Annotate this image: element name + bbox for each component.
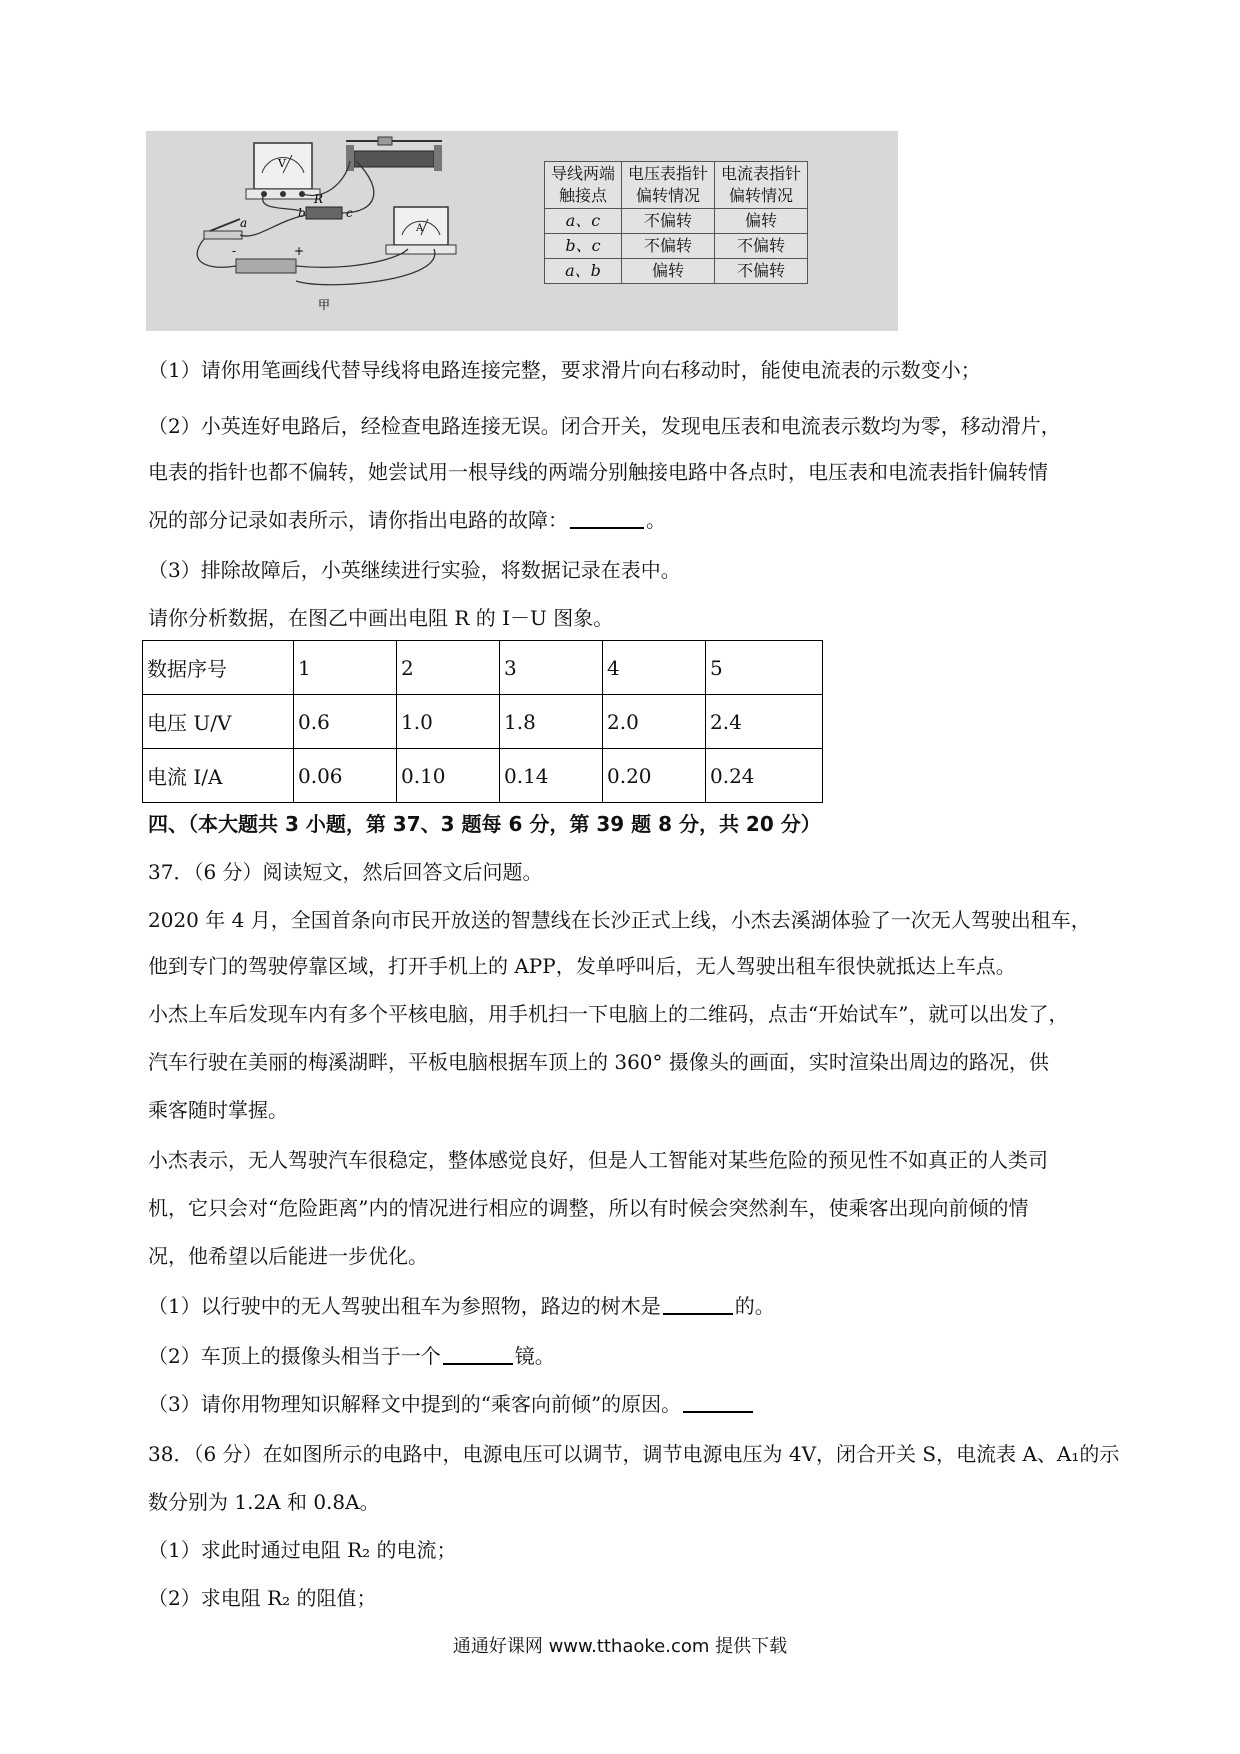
point-b-label: b [298,206,306,220]
q37-sub1-end: 的。 [734,1294,775,1318]
fault-table-row [545,209,808,234]
fault-table-header: 电压表指针 偏转情况 [622,162,715,209]
fault-table [544,161,808,284]
fault-table-cell: a、b [545,259,622,284]
table-cell: 0.06 [294,749,397,803]
table-cell: 3 [500,641,603,695]
table-cell: 0.10 [397,749,500,803]
fault-table-row [545,234,808,259]
fault-table-cell: a、c [545,209,622,234]
q37-para1-line1: 2020 年 4 月，全国首条向市民开放送的智慧线在长沙正式上线，小杰去溪湖体验了一次无人驾驶出租车， [148,908,1091,932]
q37-heading: 37．（6 分）阅读短文，然后回答文后问题。 [148,860,543,884]
table-cell: 4 [603,641,706,695]
point-c-label: c [346,206,353,220]
q36-part1: （1）请你用笔画线代替导线将电路连接完整，要求滑片向右移动时，能使电流表的示数变小； [148,358,981,382]
q37-para3-line3: 况，他希望以后能进一步优化。 [148,1244,428,1268]
q38-heading-line1: 38．（6 分）在如图所示的电路中，电源电压可以调节，调节电源电压为 4V，闭合开关 S，电流表 A、A₁的示 [148,1442,1120,1466]
q37-para2-line2: 汽车行驶在美丽的梅溪湖畔，平板电脑根据车顶上的 360° 摄像头的画面，实时渲染出周边的路况，供 [148,1050,1049,1074]
resistor-label: R [314,192,324,206]
fault-table-cell: 不偏转 [715,259,808,284]
battery-plus: + [294,244,305,258]
table-cell: 2.0 [603,695,706,749]
table-cell: 0.24 [706,749,823,803]
q37-sub1 [148,1292,775,1320]
q36-part2-line3 [148,506,666,534]
q36-part2-line2: 电表的指针也都不偏转，她尝试用一根导线的两端分别触接电路中各点时，电压表和电流表指针偏转情 [148,460,1048,484]
table-cell: 0.14 [500,749,603,803]
fault-table-cell: 不偏转 [715,234,808,259]
voltmeter-letter: V [278,157,286,170]
answer-blank[interactable] [570,507,644,529]
table-cell: 1 [294,641,397,695]
q37-sub1-text: （1）以行驶中的无人驾驶出租车为参照物，路边的树木是 [148,1294,661,1318]
fault-table-row [545,259,808,284]
q38-sub2: （2）求电阻 R₂ 的阻值； [148,1586,377,1610]
table-cell: 数据序号 [143,641,294,695]
q36-part3-instruction: 请你分析数据，在图乙中画出电阻 R 的 I－U 图象。 [148,606,614,630]
answer-blank[interactable] [443,1343,513,1365]
voltmeter [246,143,320,199]
answer-blank[interactable] [683,1391,753,1413]
ammeter-letter: A [416,223,424,234]
q38-sub1: （1）求此时通过电阻 R₂ 的电流； [148,1538,457,1562]
table-row [143,641,823,695]
fault-table-header: 电流表指针 偏转情况 [715,162,808,209]
table-cell: 1.8 [500,695,603,749]
table-cell: 1.0 [397,695,500,749]
table-cell: 电流 I/A [143,749,294,803]
page-footer: 通通好课网 www.tthaoke.com 提供下载 [452,1636,788,1657]
fault-table-cell: 不偏转 [622,209,715,234]
table-row [143,695,823,749]
ammeter [386,207,456,254]
q37-sub2-text: （2）车顶上的摄像头相当于一个 [148,1344,441,1368]
q37-sub2-end: 镜。 [514,1344,555,1368]
fault-table-cell: 偏转 [622,259,715,284]
battery [232,244,304,273]
table-cell: 2.4 [706,695,823,749]
answer-blank[interactable] [663,1293,733,1315]
table-cell: 5 [706,641,823,695]
table-cell: 2 [397,641,500,695]
q37-para2-line1: 小杰上车后发现车内有多个平核电脑，用手机扫一下电脑上的二维码，点击“开始试车”，就可以出发了， [148,1002,1069,1026]
q37-sub2 [148,1342,555,1370]
q36-part2-text: 况的部分记录如表所示，请你指出电路的故障： [148,508,568,532]
q37-para1-line2: 他到专门的驾驶停靠区域，打开手机上的 APP，发单呼叫后，无人驾驶出租车很快就抵达上车点。 [148,954,1016,978]
q37-para3-line2: 机，它只会对“危险距离”内的情况进行相应的调整，所以有时候会突然刹车，使乘客出现向前倾的情 [148,1196,1029,1220]
table-cell: 0.20 [603,749,706,803]
q38-heading-line2: 数分别为 1.2A 和 0.8A。 [148,1490,380,1514]
circuit-figure [146,131,898,331]
table-cell: 电压 U/V [143,695,294,749]
q37-sub3-text: （3）请你用物理知识解释文中提到的“乘客向前倾”的原因。 [148,1392,682,1416]
section-heading: 四、（本大题共 3 小题，第 37、3 题每 6 分，第 39 题 8 分，共 20 分） [148,812,821,836]
q36-part3: （3）排除故障后，小英继续进行实验，将数据记录在表中。 [148,558,681,582]
point-a-label: a [240,216,248,230]
battery-minus: - [232,244,237,258]
figure-caption: 甲 [318,298,331,312]
fault-table-cell: 偏转 [715,209,808,234]
table-row [143,749,823,803]
q37-para2-line3: 乘客随时掌握。 [148,1098,288,1122]
q37-para3-line1: 小杰表示，无人驾驶汽车很稳定，整体感觉良好，但是人工智能对某些危险的预见性不如真正的人类司 [148,1148,1048,1172]
fault-table-cell: 不偏转 [622,234,715,259]
fault-table-header: 导线两端 触接点 [545,162,622,209]
table-cell: 0.6 [294,695,397,749]
q36-part2-line1: （2）小英连好电路后，经检查电路连接无误。闭合开关，发现电压表和电流表示数均为零，移动滑片， [148,414,1061,438]
data-table [142,640,823,803]
q37-sub3 [148,1390,755,1418]
q36-part2-end: 。 [646,508,666,532]
fault-table-cell: b、c [545,234,622,259]
